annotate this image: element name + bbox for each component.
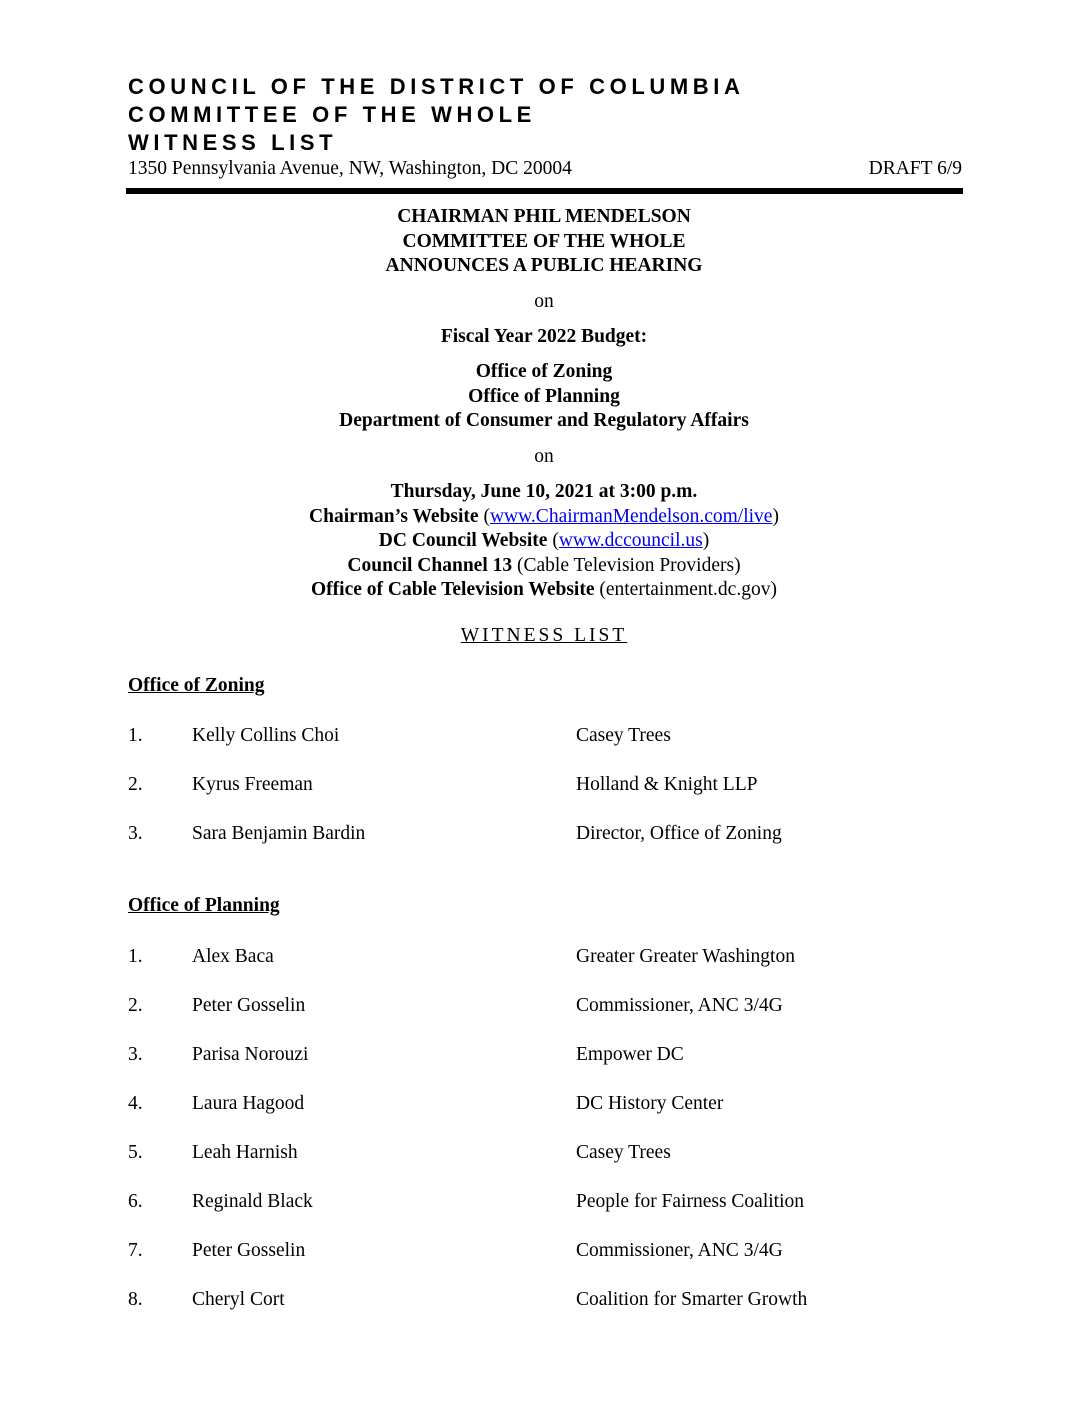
witness-list-title: WITNESS LIST <box>460 625 628 646</box>
octv-website-label: Office of Cable Television Website <box>311 579 595 600</box>
witness-row <box>0 774 1088 800</box>
witness-row <box>0 946 1088 972</box>
witness-organization: Casey Trees <box>576 1142 671 1163</box>
witness-number: 1. <box>128 725 143 746</box>
witness-name: Laura Hagood <box>192 1093 305 1114</box>
witness-organization: DC History Center <box>576 1093 724 1114</box>
witness-number: 2. <box>128 774 143 795</box>
witness-number: 3. <box>128 1044 143 1065</box>
witness-row <box>0 1044 1088 1070</box>
hearing-details <box>0 480 1088 603</box>
council-website-link[interactable]: www.dccouncil.us <box>558 530 703 551</box>
witness-name: Peter Gosselin <box>192 1240 306 1261</box>
letterhead-document-type: WITNESS LIST <box>128 130 338 155</box>
witness-row <box>0 725 1088 751</box>
letterhead-address: 1350 Pennsylvania Avenue, NW, Washington, DC 20004 <box>128 158 572 179</box>
on-connector: on <box>534 446 554 467</box>
witness-organization: Commissioner, ANC 3/4G <box>576 1240 783 1261</box>
witness-number: 4. <box>128 1093 143 1114</box>
council-channel-note: (Cable Television Providers) <box>517 554 741 576</box>
letterhead-committee-name: COMMITTEE OF THE WHOLE <box>128 102 536 127</box>
section-title-zoning: Office of Zoning <box>128 675 265 696</box>
hearing-subject: Fiscal Year 2022 Budget: <box>440 326 648 347</box>
witness-organization: Commissioner, ANC 3/4G <box>576 995 783 1016</box>
witness-organization: People for Fairness Coalition <box>576 1191 805 1212</box>
header-divider <box>126 188 963 194</box>
agency-dcra: Department of Consumer and Regulatory Affairs <box>339 410 749 431</box>
witness-organization: Greater Greater Washington <box>576 946 795 967</box>
witness-name: Alex Baca <box>192 946 274 967</box>
section-title-planning: Office of Planning <box>128 895 280 916</box>
witness-name: Kyrus Freeman <box>192 774 313 795</box>
witness-list-heading <box>0 625 1088 647</box>
hearing-datetime: Thursday, June 10, 2021 at 3:00 p.m. <box>390 481 698 502</box>
witness-number: 1. <box>128 946 143 967</box>
witness-organization: Coalition for Smarter Growth <box>576 1289 808 1310</box>
witness-name: Parisa Norouzi <box>192 1044 309 1065</box>
octv-website-note: (entertainment.dc.gov) <box>599 579 777 600</box>
witness-row <box>0 823 1088 849</box>
witness-name: Reginald Black <box>192 1191 313 1212</box>
council-channel-line <box>0 554 1088 579</box>
witness-row <box>0 1240 1088 1266</box>
witness-number: 7. <box>128 1240 143 1261</box>
witness-number: 6. <box>128 1191 143 1212</box>
letterhead-council-name: COUNCIL OF THE DISTRICT OF COLUMBIA <box>128 74 745 99</box>
witness-organization: Director, Office of Zoning <box>576 823 782 844</box>
hearing-announcement <box>0 205 1088 279</box>
chairman-website-line: Chairman’s Website (www.ChairmanMendelson.com/live) <box>309 505 779 527</box>
council-channel-label: Council Channel 13 <box>347 554 513 576</box>
draft-label: DRAFT 6/9 <box>868 158 962 179</box>
witness-row <box>0 1289 1088 1315</box>
announcement-committee: COMMITTEE OF THE WHOLE <box>402 230 686 252</box>
witness-name: Leah Harnish <box>192 1142 298 1163</box>
agency-planning: Office of Planning <box>468 385 620 407</box>
witness-row <box>0 995 1088 1021</box>
witness-organization: Holland & Knight LLP <box>576 774 758 795</box>
announcement-chairman: CHAIRMAN PHIL MENDELSON <box>397 206 691 227</box>
announcement-hearing: ANNOUNCES A PUBLIC HEARING <box>385 255 703 276</box>
witness-row <box>0 1191 1088 1217</box>
witness-row <box>0 1093 1088 1119</box>
witness-organization: Empower DC <box>576 1044 684 1065</box>
witness-number: 5. <box>128 1142 143 1163</box>
witness-name: Sara Benjamin Bardin <box>192 823 366 844</box>
witness-organization: Casey Trees <box>576 725 671 746</box>
witness-name: Cheryl Cort <box>192 1289 285 1310</box>
council-website-label: DC Council Website <box>378 530 548 551</box>
chairman-website-link[interactable]: www.ChairmanMendelson.com/live <box>489 505 773 527</box>
witness-number: 3. <box>128 823 143 844</box>
witness-row <box>0 1142 1088 1168</box>
witness-name: Kelly Collins Choi <box>192 725 340 746</box>
agency-zoning: Office of Zoning <box>475 361 613 382</box>
council-website-line: DC Council Website (www.dccouncil.us) <box>378 530 710 551</box>
witness-number: 2. <box>128 995 143 1016</box>
on-connector: on <box>534 291 554 312</box>
agency-list <box>0 360 1088 434</box>
octv-website-line <box>0 578 1088 603</box>
chairman-website-label: Chairman’s Website <box>309 505 479 527</box>
witness-number: 8. <box>128 1289 143 1310</box>
witness-name: Peter Gosselin <box>192 995 306 1016</box>
